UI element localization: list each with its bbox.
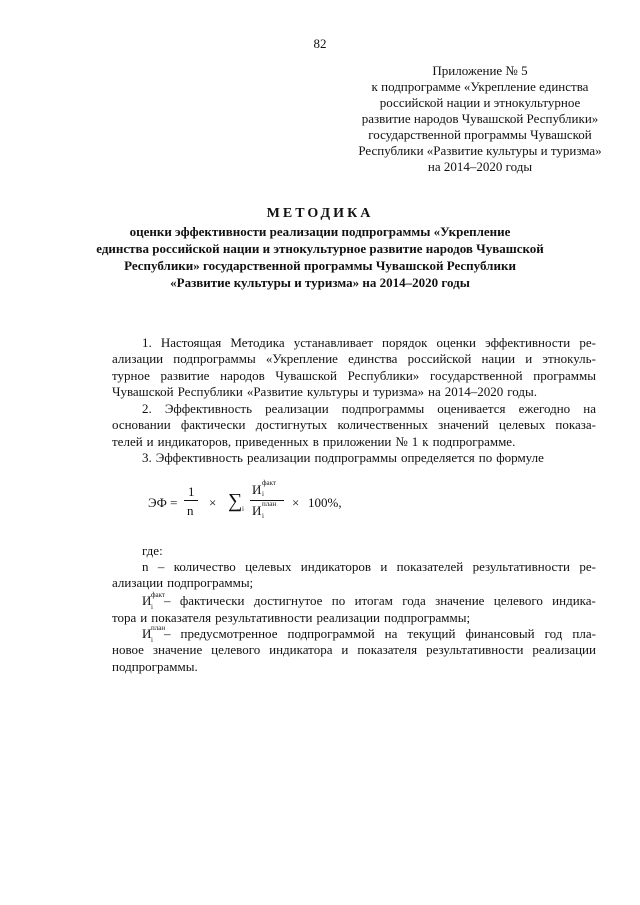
appendix-line: развитие народов Чувашской Республики» <box>361 111 599 126</box>
appendix-header <box>320 63 640 175</box>
text-line <box>112 401 596 417</box>
appendix-line: Приложение № 5 <box>432 63 528 78</box>
word: и <box>341 642 349 658</box>
text-line <box>112 450 596 466</box>
word: показателя <box>357 642 418 658</box>
word: – <box>164 593 171 608</box>
fact-definition <box>112 593 596 627</box>
word: Эффективность <box>155 450 243 465</box>
word: телей <box>112 433 143 449</box>
plan-superscript: план <box>262 500 277 508</box>
formula-times: × <box>209 495 217 510</box>
plan-subscript: i <box>262 512 264 520</box>
word: значений <box>438 417 489 433</box>
word: по <box>331 593 346 608</box>
paragraph-3 <box>112 450 596 466</box>
symbol-letter: И <box>142 626 152 641</box>
word: текущий <box>407 626 456 641</box>
appendix-line: к подпрограмме «Укрепление единства <box>371 79 589 94</box>
document-subtitle <box>0 223 640 291</box>
word: в <box>312 433 319 449</box>
word: 2014–2020 <box>444 384 504 400</box>
word: Республики» <box>347 367 420 383</box>
word: целевого <box>211 642 261 658</box>
n-definition <box>112 559 596 592</box>
word: реализации <box>316 610 381 626</box>
word: на <box>427 384 441 400</box>
text-line <box>112 659 596 675</box>
text-line <box>112 593 596 609</box>
word: эффективности <box>485 335 571 350</box>
word: туризма» <box>373 384 424 400</box>
text-line <box>112 434 596 450</box>
word: государственной <box>429 367 523 383</box>
word: подпрограммы <box>341 401 425 416</box>
word: подпрограммы; <box>384 610 471 626</box>
word: Республики <box>177 384 243 400</box>
word: индикаторов <box>300 559 371 574</box>
fact-superscript: факт <box>262 479 277 487</box>
word: пла- <box>572 626 596 641</box>
efficiency-formula <box>148 478 388 538</box>
word: ре- <box>579 335 596 350</box>
appendix-line: государственной программы Чувашской <box>368 127 592 142</box>
text-line <box>112 610 596 626</box>
fraction-bar <box>184 500 198 501</box>
text-line <box>112 417 596 433</box>
symbol-superscript: факт <box>151 591 166 599</box>
word: 1. <box>142 335 152 350</box>
word: и <box>380 559 388 574</box>
word: турное <box>112 367 150 383</box>
word: № <box>395 433 408 449</box>
word: год <box>544 626 563 641</box>
document-title: МЕТОДИКА <box>266 206 374 221</box>
word: нации <box>481 351 516 367</box>
word: «Развитие <box>246 384 303 400</box>
word: предусмотренное <box>180 626 278 641</box>
word: культуры <box>306 384 359 400</box>
word: и <box>525 351 533 367</box>
word: определяется <box>400 450 475 465</box>
word: развитие <box>160 367 210 383</box>
word: значение <box>152 642 203 658</box>
word: тора <box>112 610 137 626</box>
word: результативности <box>426 642 524 658</box>
fact-indicator: И <box>252 482 262 497</box>
word: приложении <box>322 433 392 449</box>
word: подпрограммы. <box>112 658 198 674</box>
word: количественных <box>337 417 428 433</box>
text-line <box>112 351 596 367</box>
word: показателей <box>396 559 464 574</box>
justified-text <box>164 626 596 642</box>
word: к <box>422 433 429 449</box>
word: «Укрепление <box>265 351 338 367</box>
fact-symbol <box>142 593 164 609</box>
word: результативности <box>472 559 570 574</box>
symbol-subscript: i <box>151 603 153 611</box>
word: достигнутых <box>255 417 328 433</box>
word: новое <box>112 642 144 658</box>
word: года <box>402 593 426 608</box>
text-line <box>112 384 596 400</box>
formula-one: 1 <box>188 484 195 499</box>
word: ализации <box>112 575 164 591</box>
word: реализации <box>246 450 311 465</box>
word: подпрограммой <box>287 626 375 641</box>
word: значение <box>435 593 485 608</box>
word: программы <box>533 367 596 383</box>
word: 3. <box>142 450 152 465</box>
subtitle-line: Республики» государственной программы Чувашской Республики <box>124 258 516 273</box>
word: реализации <box>532 642 596 658</box>
symbol-letter: И <box>142 593 152 608</box>
paragraph-1 <box>112 335 596 401</box>
word: основании <box>112 417 171 433</box>
word: единства <box>348 351 398 367</box>
word: 1 <box>411 433 419 449</box>
word: Методика <box>230 335 285 350</box>
word: ре- <box>579 559 596 574</box>
sum-symbol: ∑ <box>228 490 243 512</box>
text-line <box>112 626 596 642</box>
word: ализации <box>112 351 164 367</box>
paragraph-2 <box>112 401 596 450</box>
subtitle-line: оценки эффективности реализации подпрограммы «Укрепление <box>129 224 511 239</box>
word: финансовый <box>465 626 535 641</box>
text-line <box>112 368 596 384</box>
word: Настоящая <box>160 335 222 350</box>
word: оценки <box>436 335 476 350</box>
word: и <box>362 384 370 400</box>
word: на <box>583 401 596 416</box>
word: подпрограммы; <box>167 575 254 591</box>
word: подпрограммы <box>314 450 397 465</box>
word: порядок <box>382 335 428 350</box>
formula-percent: 100%, <box>308 495 342 510</box>
word: народов <box>220 367 265 383</box>
plan-symbol <box>142 626 164 642</box>
word: 2. <box>142 401 152 416</box>
symbol-superscript: план <box>151 624 166 632</box>
word: целевого <box>493 593 543 608</box>
word: формуле <box>496 450 544 465</box>
word: фактически <box>180 417 246 433</box>
word: Чувашской <box>112 384 174 400</box>
word: Чувашской <box>275 367 337 383</box>
subtitle-line: «Развитие культуры и туризма» на 2014–2020 годы <box>170 275 470 290</box>
word: индикатора <box>269 642 333 658</box>
justified-text <box>164 593 596 609</box>
formula-lhs: ЭФ = <box>148 495 178 510</box>
word: этнокуль- <box>542 351 596 367</box>
text-line <box>112 559 596 575</box>
word: приведенных <box>235 433 309 449</box>
word: целевых <box>498 417 546 433</box>
page-number: 82 <box>313 36 327 51</box>
subtitle-line: единства российской нации и этнокультурное развитие народов Чувашской <box>96 241 544 256</box>
word: количество <box>173 559 236 574</box>
text-line <box>112 335 596 351</box>
word: Эффективность <box>164 401 253 416</box>
plan-indicator: И <box>252 503 262 518</box>
text-line <box>112 642 596 658</box>
word: показа- <box>555 417 596 433</box>
word: подпрограмме. <box>432 433 516 449</box>
sum-index: i <box>242 505 244 513</box>
appendix-line: Республики «Развитие культуры и туризма» <box>358 143 602 158</box>
word: подпрограммы <box>173 351 256 367</box>
word: оценивается <box>437 401 506 416</box>
word: итогам <box>354 593 393 608</box>
word: и <box>146 433 154 449</box>
word: результативности <box>215 610 313 626</box>
appendix-line: российской нации и этнокультурное <box>379 95 581 110</box>
word: индикаторов, <box>157 433 232 449</box>
formula-n: n <box>187 503 194 518</box>
word: индика- <box>552 593 596 608</box>
word: и <box>140 610 148 626</box>
word: годы. <box>507 384 537 400</box>
word: на <box>384 626 398 641</box>
word: достигнутое <box>253 593 323 608</box>
word: ежегодно <box>518 401 571 416</box>
where-label: где: <box>142 543 163 558</box>
formula-times: × <box>292 495 300 510</box>
word: по <box>478 450 493 465</box>
word: фактически <box>179 593 245 608</box>
plan-definition <box>112 626 596 675</box>
appendix-line: на 2014–2020 годы <box>427 159 533 174</box>
fact-subscript: i <box>262 490 264 498</box>
symbol-subscript: i <box>151 636 153 644</box>
word: n <box>142 559 149 574</box>
word: показателя <box>151 610 212 626</box>
word: – <box>164 626 171 641</box>
word: устанавливает <box>293 335 373 350</box>
word: целевых <box>245 559 292 574</box>
word: реализации <box>265 401 329 416</box>
text-line <box>112 575 596 591</box>
word: – <box>157 559 165 574</box>
word: российской <box>407 351 472 367</box>
